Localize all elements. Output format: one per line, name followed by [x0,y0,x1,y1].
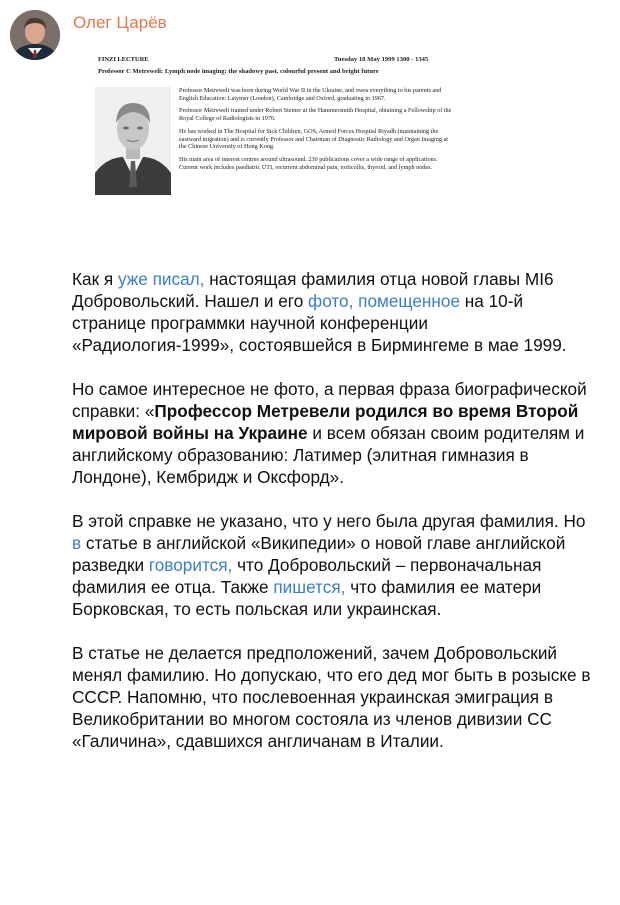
scan-header-left: FINZI LECTURE [98,56,149,63]
text-span: что фамилия ее матери Борковская, то есть польская или украинская. [72,577,542,619]
text-span: и всем обязан своим родителям и английскому образованию: Латимер (элитная гимназия в Лондоне), Кембридж и Оксфорд». [72,423,585,487]
scan-subtitle: Professor C Metreweli: Lymph node imaging: the shadowy past, colourful present and bright future [98,68,379,75]
link-already-wrote[interactable]: уже писал, [117,269,205,289]
bold-quote: Профессор Метревели родился во время Второй мировой войны на Украине [72,401,579,443]
post-body [72,268,592,774]
text-span: Но самое интересное не фото, а первая фраза биографической справки: « [72,379,587,421]
bio-paragraph: Professor Metreweli trained under Robert Steiner at the Hammersmith Hospital, obtaining a Fellowship of the Royal College of Radiologists in 1976. [179,107,452,123]
professor-portrait-image [95,87,171,195]
link-written[interactable]: пишется, [273,577,346,597]
lecture-program-scan[interactable] [82,50,462,230]
scan-bio [179,87,454,176]
link-photo[interactable]: фото, помещенное [308,291,461,311]
avatar-portrait-image [10,10,60,60]
bio-paragraph: He has worked in The Hospital for Sick Children, GOS, Armed Forces Hospital Riyadh (maintaining the eastward migration) and is currently Professor and Chairman of Diagnostic Radiology and Organ Imaging at the Chinese University of Hong Kong. [179,127,448,151]
bio-paragraph: His main area of interest centres around ultrasound. 230 publications cover a wide range of applications. Current work includes paediatric UTI, recurrent abdominal pain, torticollis, thyroid, and lymph nodes. [179,155,438,171]
link-says[interactable]: говорится, [148,555,233,575]
author-name[interactable]: Олег Царёв [73,13,167,32]
text-span: В этой справке не указано, что у него была другая фамилия. Но [72,511,586,531]
text-span: на 10-й странице программки научной конференции «Радиология-1999», состоявшейся в Бирмингеме в мае 1999. [72,291,567,355]
text-span: статье в английской «Википедии» о новой главе английской разведки [72,533,566,575]
text-span: Как я [72,269,118,289]
post-paragraph-3 [72,510,592,620]
post-paragraph-4: В статье не делается предположений, зачем Добровольский менял фамилию. Но допускаю, что его дед мог быть в розыске в СССР. Напомню, что послевоенная украинская эмиграция в Великобритании во многом состояла из членов дивизии СС «Галичина», сдавшихся англичанам в Италии. [72,643,591,751]
text-span: что Добровольский – первоначальная фамилия ее отца. Также [72,555,542,597]
scan-header-right: Tuesday 18 May 1999 1300 - 1345 [334,56,429,63]
link-wikipedia-article[interactable]: в [72,533,82,553]
professor-photo [95,87,171,195]
author-avatar[interactable] [10,10,60,60]
post-paragraph-1 [72,268,592,356]
bio-paragraph: Professor Metreweli was born during World War II in the Ukraine, and owes everything to his parents and English Education: Latymer (London), Cambridge and Oxford, graduating in 1967. [179,87,442,102]
text-span: настоящая фамилия отца новой главы MI6 Добровольский. Нашел и его [72,269,554,311]
post-paragraph-2 [72,378,592,488]
